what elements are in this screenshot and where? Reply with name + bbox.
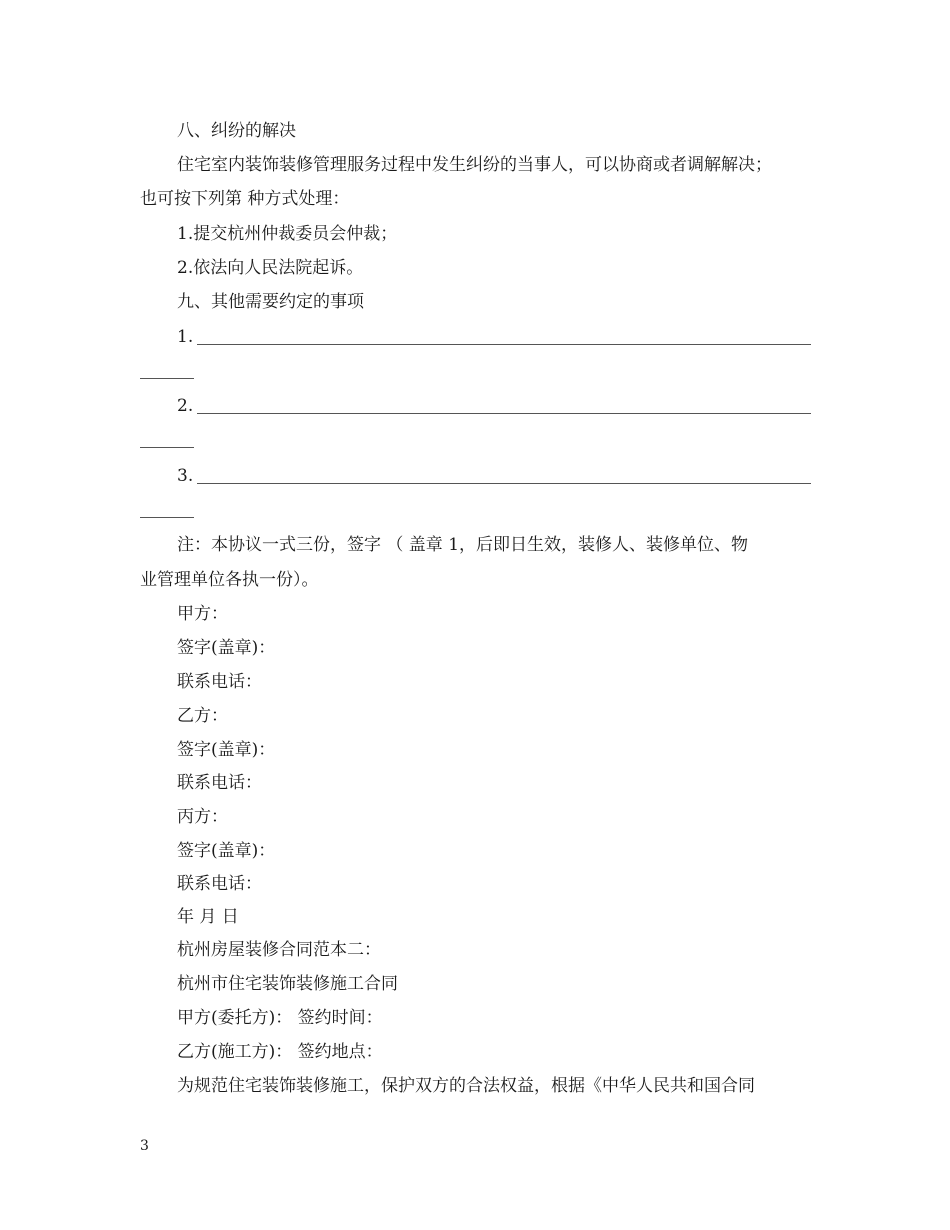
page-number: 3	[140, 1138, 149, 1154]
signature-label: 签字(盖章)：	[177, 740, 276, 760]
signature-label: 签字(盖章)：	[177, 638, 276, 658]
list-item: 2.依法向人民法院起诉。	[177, 258, 364, 278]
paragraph-line: 为规范住宅装饰装修施工，保护双方的合法权益，根据《中华人民共和国合同	[177, 1076, 755, 1096]
phone-label: 联系电话：	[177, 672, 262, 692]
paragraph-line: 也可按下列第 种方式处理：	[140, 189, 350, 209]
section-heading-other: 九、其他需要约定的事项	[177, 292, 364, 312]
fill-in-blank-line	[197, 483, 811, 484]
fill-in-blank-line	[140, 378, 194, 379]
phone-label: 联系电话：	[177, 874, 262, 894]
blank-item-number: 2.	[177, 396, 194, 416]
contract-title: 杭州市住宅装饰装修施工合同	[177, 974, 398, 994]
date-line: 年 月 日	[177, 907, 239, 927]
note-line: 注：本协议一式三份，签字 （ 盖章 1，后即日生效，装修人、装修单位、物	[177, 535, 749, 555]
blank-item-number: 1.	[177, 327, 194, 347]
fill-in-blank-line	[197, 413, 811, 414]
list-item: 1.提交杭州仲裁委员会仲裁；	[177, 224, 398, 244]
fill-in-blank-line	[197, 344, 811, 345]
contract-template-heading: 杭州房屋装修合同范本二：	[177, 940, 381, 960]
party-b-contractor-line: 乙方(施工方)： 签约地点：	[177, 1042, 383, 1062]
signature-label: 签字(盖章)：	[177, 841, 276, 861]
phone-label: 联系电话：	[177, 773, 262, 793]
fill-in-blank-line	[140, 517, 194, 518]
fill-in-blank-line	[140, 447, 194, 448]
party-b-label: 乙方：	[177, 706, 228, 726]
party-a-label: 甲方：	[177, 604, 228, 624]
blank-item-number: 3.	[177, 466, 194, 486]
party-c-label: 丙方：	[177, 807, 228, 827]
paragraph-line: 住宅室内装饰装修管理服务过程中发生纠纷的当事人，可以协商或者调解解决；	[177, 155, 772, 175]
section-heading-dispute: 八、纠纷的解决	[177, 121, 296, 141]
note-line: 业管理单位各执一份）。	[140, 570, 319, 590]
party-a-client-line: 甲方(委托方)： 签约时间：	[177, 1008, 383, 1028]
